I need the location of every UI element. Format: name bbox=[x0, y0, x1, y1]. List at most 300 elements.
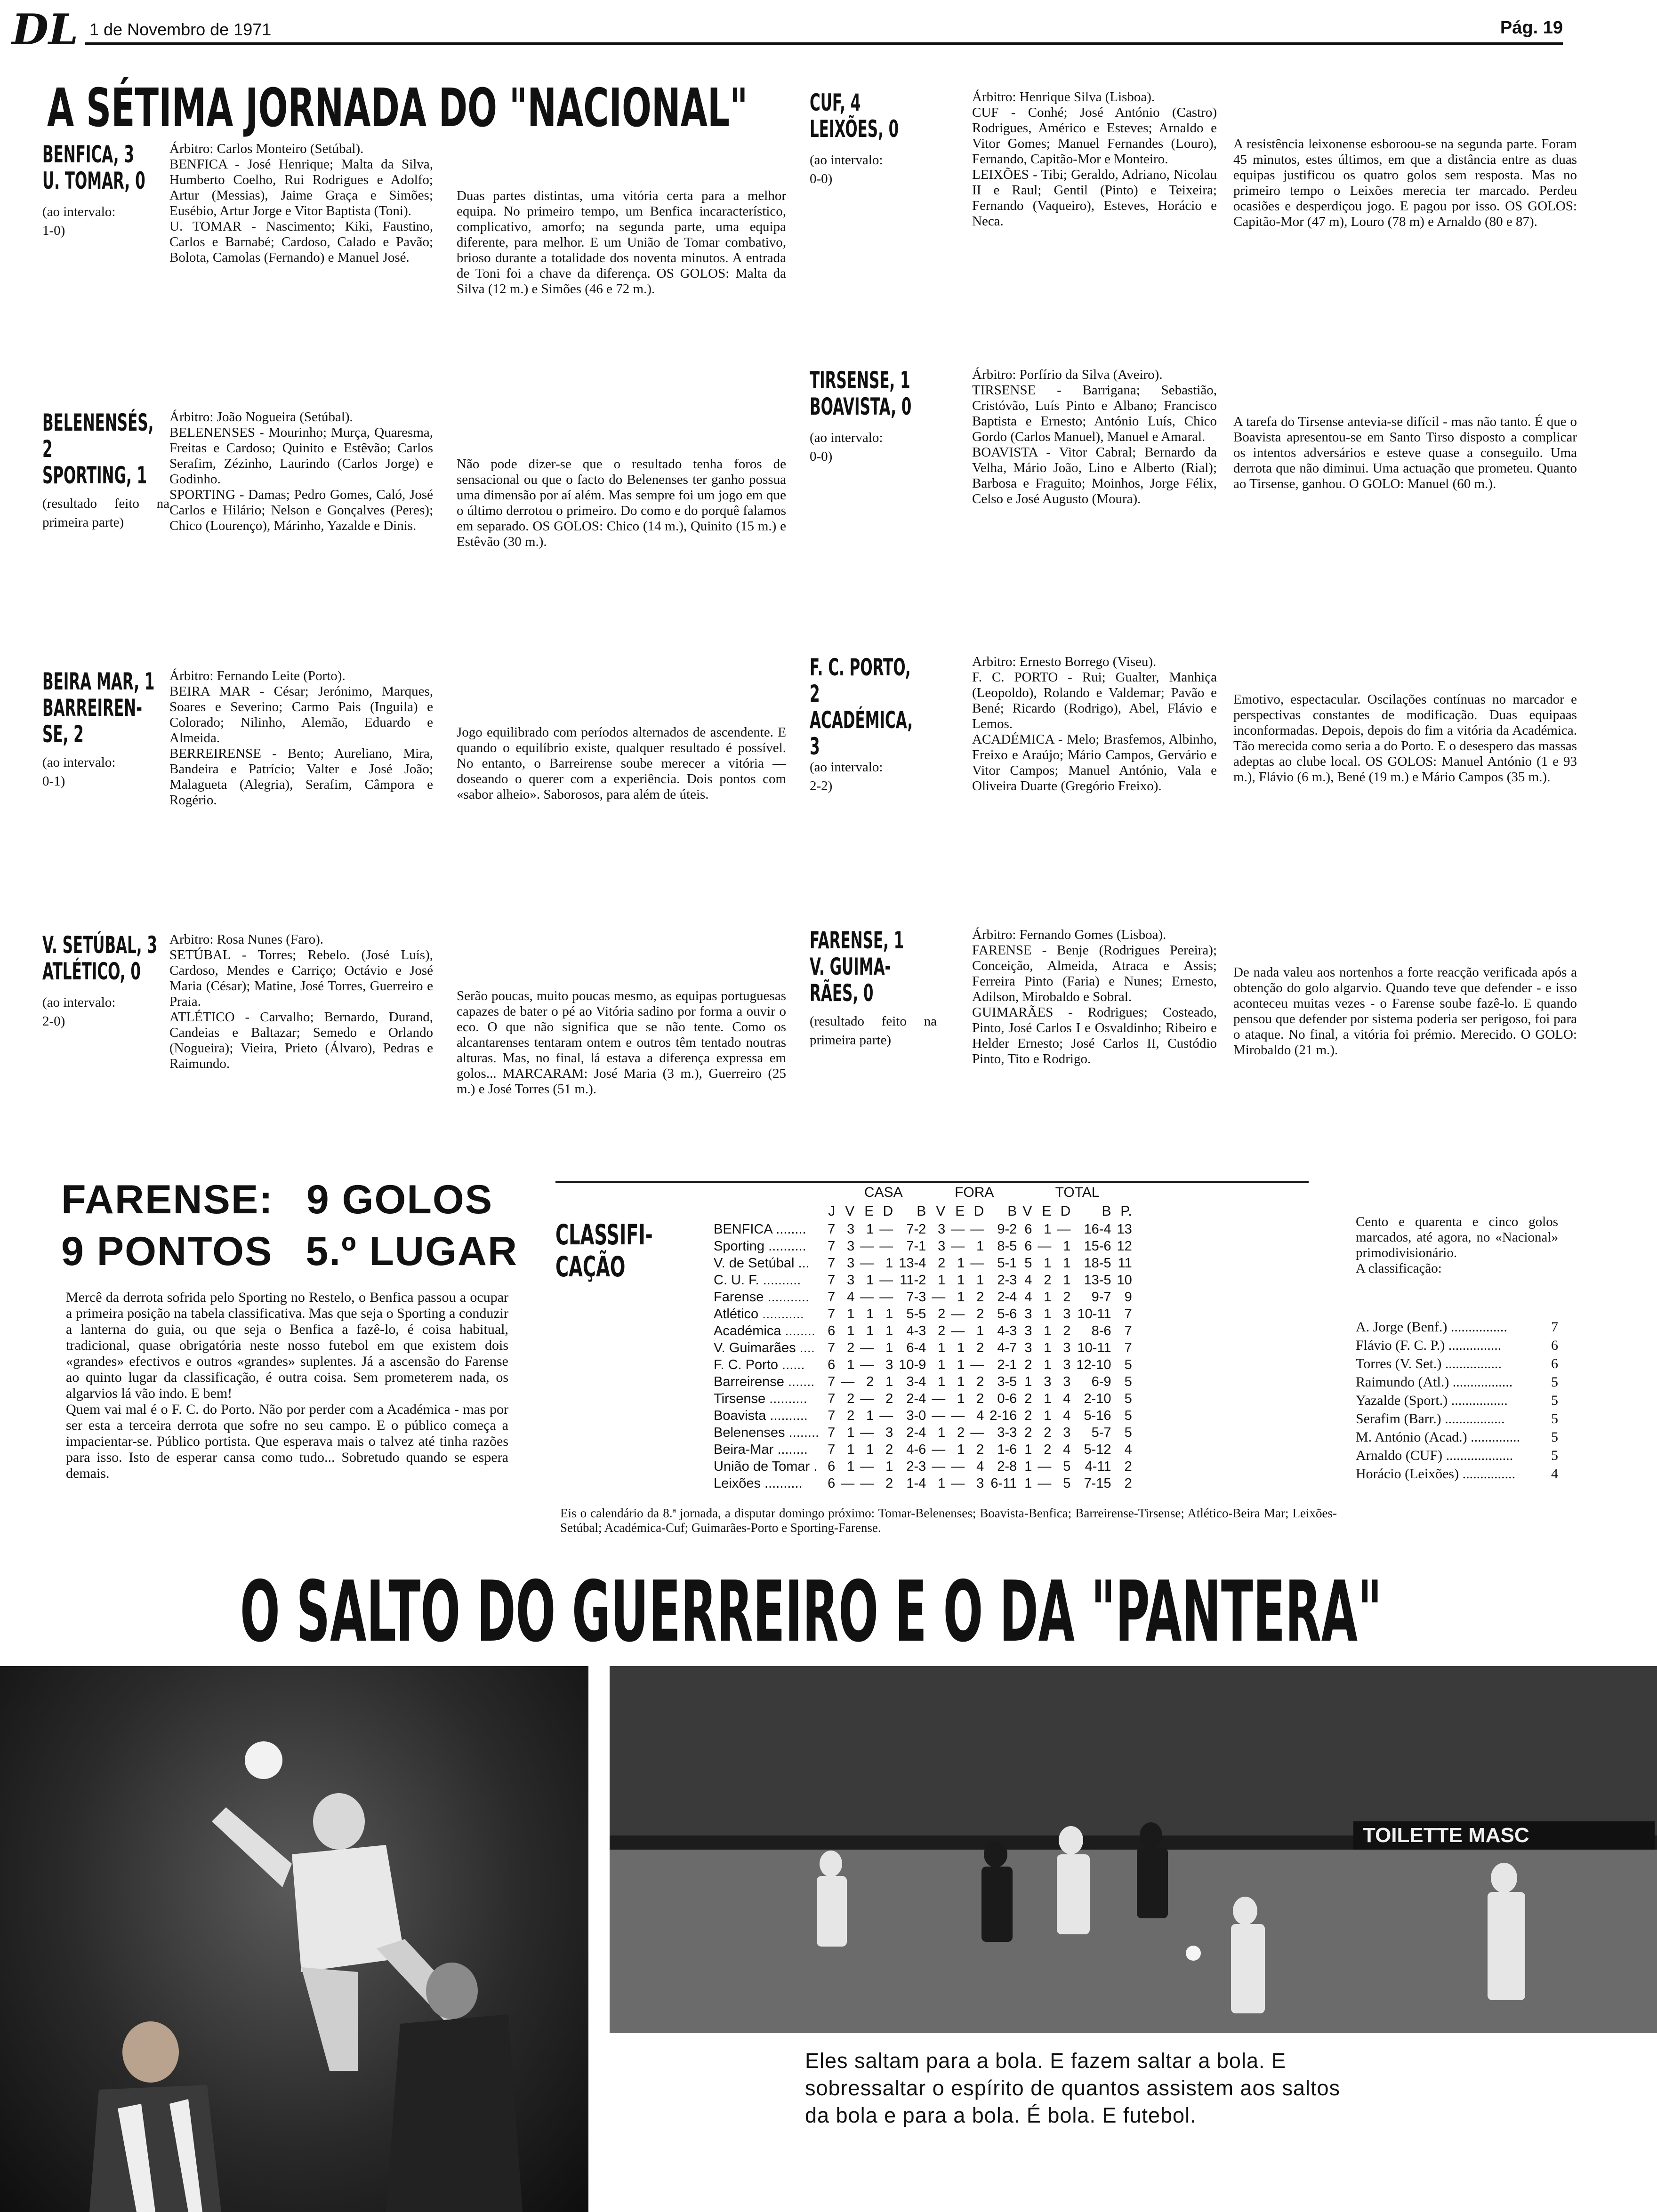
table-cell: 4-3 bbox=[997, 1323, 1017, 1338]
column-header: V bbox=[1022, 1203, 1032, 1219]
scorer-name: Raimundo (Atl.) ................. bbox=[1356, 1374, 1513, 1390]
team-name: Leixões .......... bbox=[714, 1476, 803, 1491]
table-cell: 6-4 bbox=[906, 1340, 926, 1355]
match-block-tirsense-boavista bbox=[810, 367, 1577, 621]
scorer-goals: 5 bbox=[1551, 1393, 1558, 1408]
calendar-note: Eis o calendário da 8.ª jornada, a disputar domingo próximo: Tomar-Belenenses; Boavista-Benfica; Barreirense-Tirsense; Atlético-Beira Mar; Leixões-Setúbal; Académica-Cuf; Guimarães-Porto e Sporting-Farense. bbox=[560, 1506, 1337, 1535]
table-cell: 4 bbox=[1024, 1290, 1032, 1305]
table-row bbox=[711, 1356, 1135, 1373]
table-cell: 2-8 bbox=[997, 1459, 1017, 1474]
table-cell: — bbox=[951, 1459, 965, 1474]
headline-part: FARENSE: bbox=[61, 1177, 273, 1222]
table-cell: 1 bbox=[957, 1340, 965, 1355]
column-header-row bbox=[711, 1202, 1135, 1221]
table-cell: 7-1 bbox=[906, 1239, 926, 1254]
table-cell: 3 bbox=[885, 1425, 893, 1440]
table-cell: 8-5 bbox=[997, 1239, 1017, 1254]
team-name: Belenenses ........ bbox=[714, 1425, 820, 1440]
feature-headline-line2 bbox=[61, 1228, 518, 1275]
table-cell: 5-5 bbox=[906, 1306, 926, 1322]
table-cell: 7 bbox=[828, 1256, 836, 1271]
table-row bbox=[711, 1339, 1135, 1356]
list-item bbox=[1356, 1428, 1558, 1446]
table-cell: 10-9 bbox=[899, 1357, 926, 1372]
table-cell: 4 bbox=[1063, 1442, 1071, 1457]
table-cell: 8-6 bbox=[1091, 1323, 1111, 1338]
column-header: E bbox=[864, 1203, 874, 1219]
table-cell: 6-9 bbox=[1091, 1374, 1111, 1389]
table-cell: 1 bbox=[1024, 1442, 1032, 1457]
team-name: Académica ........ bbox=[714, 1323, 815, 1338]
photo-caption: Eles saltam para a bola. E fazem saltar a bola. E sobressaltar o espírito de quantos assistem aos saltos da bola e para a bola. É bola. E futebol. bbox=[805, 2049, 1341, 2127]
table-cell: 6-11 bbox=[990, 1476, 1017, 1491]
table-cell: 18-5 bbox=[1084, 1256, 1111, 1271]
table-cell: 1 bbox=[976, 1273, 984, 1288]
table-row bbox=[711, 1272, 1135, 1289]
match-title: F. C. PORTO, 2 ACADÉMICA, 3 bbox=[810, 654, 913, 760]
table-cell: 2 bbox=[976, 1306, 984, 1322]
column-header: D bbox=[1060, 1203, 1071, 1219]
table-cell: 1 bbox=[976, 1323, 984, 1338]
column-header: E bbox=[955, 1203, 965, 1219]
match-title: TIRSENSE, 1 BOAVISTA, 0 bbox=[810, 367, 912, 420]
table-cell: 2 bbox=[847, 1340, 855, 1355]
table-cell: 4-3 bbox=[906, 1323, 926, 1338]
match-lineups: Árbitro: Porfírio da Silva (Aveiro). TIRSENSE - Barrigana; Sebastião, Cristóvão, Luís Pinto e Albano; Francisco Baptista e Ernesto; António Luís, Chico Gordo (Carlos Manuel), Manuel e Amaral. BOAVISTA - Vitor Cabral; Bernardo da Velha, Mário João, Lino e Alberto (Rial); Barbosa e Fraguito; Moinhos, Jorge Félix, Celso e José Augusto (Moura). bbox=[972, 367, 1217, 506]
column-header: V bbox=[845, 1203, 855, 1219]
table-cell: 1 bbox=[976, 1239, 984, 1254]
table-cell: 5 bbox=[1063, 1459, 1071, 1474]
scorer-name: A. Jorge (Benf.) ................ bbox=[1356, 1319, 1507, 1335]
table-cell: 1 bbox=[957, 1357, 965, 1372]
table-cell: 7 bbox=[828, 1374, 836, 1389]
team-name: Beira-Mar ........ bbox=[714, 1442, 808, 1457]
table-cell: 3 bbox=[1024, 1306, 1032, 1322]
team-name: Barreirense ....... bbox=[714, 1374, 815, 1389]
table-cell: — bbox=[970, 1357, 984, 1372]
match-block-porto-academica bbox=[810, 654, 1577, 918]
team-name: Sporting .......... bbox=[714, 1239, 806, 1254]
table-cell: — bbox=[860, 1391, 874, 1406]
table-cell: 4-7 bbox=[997, 1340, 1017, 1355]
list-item bbox=[1356, 1391, 1558, 1410]
table-cell: 4-11 bbox=[1085, 1459, 1111, 1474]
table-cell: 3 bbox=[1063, 1340, 1071, 1355]
table-row bbox=[711, 1255, 1135, 1272]
table-cell: 2 bbox=[976, 1340, 984, 1355]
table-cell: 1 bbox=[1044, 1408, 1052, 1423]
table-cell: 2 bbox=[976, 1290, 984, 1305]
match-comment: A resistência leixonense esboroou-se na segunda parte. Foram 45 minutos, estes últimos, em que a distância entre as duas equipas justificou os quatro golos sem resposta. Mas no primeiro tempo o Leixões merecia ter marcado. Perdeu ocasiões e desperdiçou jogo. E pagou por isso. OS GOLOS: Capitão-Mor (47 m), Louro (78 m) e Arnaldo (80 e 87). bbox=[1233, 136, 1577, 229]
match-title: V. SETÚBAL, 3 ATLÉTICO, 0 bbox=[42, 931, 157, 985]
table-cell: — bbox=[970, 1222, 984, 1237]
match-lineups: Árbitro: Henrique Silva (Lisboa). CUF - Conhé; José António (Castro) Rodrigues, Américo e Esteves; Arnaldo e Vitor Gomes; Manuel Fernandes (Louro), Fernando, Capitão-Mor e Monteiro. LEIXÕES - Tibi; Geraldo, Adriano, Nicolau II e Raul; Gentil (Pinto) e Teixeira; Fernando (Vaqueiro), Esteves, Horácio e Neca. bbox=[972, 89, 1217, 229]
table-cell: 1 bbox=[1024, 1476, 1032, 1491]
table-cell: — bbox=[879, 1273, 893, 1288]
team-name: F. C. Porto ...... bbox=[714, 1357, 805, 1372]
table-cell: 5-7 bbox=[1091, 1425, 1111, 1440]
table-cell: — bbox=[860, 1425, 874, 1440]
scorer-goals: 5 bbox=[1551, 1374, 1558, 1390]
table-cell: 3-4 bbox=[906, 1374, 926, 1389]
table-row bbox=[711, 1424, 1135, 1441]
table-cell: 6 bbox=[828, 1459, 836, 1474]
table-cell: 1 bbox=[885, 1256, 893, 1271]
table-cell: 3 bbox=[885, 1357, 893, 1372]
table-cell: 1 bbox=[1063, 1273, 1071, 1288]
table-cell: 2 bbox=[1063, 1323, 1071, 1338]
table-row bbox=[711, 1373, 1135, 1390]
table-cell: — bbox=[1038, 1239, 1052, 1254]
classification-label bbox=[555, 1219, 653, 1283]
match-comment: Serão poucas, muito poucas mesmo, as equipas portuguesas capazes de bater o pé ao Vitória sadino por forma a ouvir o eco. O que não significa que se não tente. Como os alcantarenses tentaram ontem e outros têm tentado noutras alturas. Mas, no final, lá estava a diferença expressa em golos... MARCARAM: José Maria (3 m.), Guerreiro (25 m.) e José Torres (51 m.). bbox=[457, 988, 786, 1097]
match-comment: A tarefa do Tirsense antevia-se difícil - mas não tanto. É que o Boavista apresentou-se em Santo Tirso disposto a complicar os intentos adversários e esteve quase a conseguilo. Uma derrota que não diminui. Uma actuação que prometeu. Quanto ao Tirsense, ganhou. O GOLO: Manuel (60 m.). bbox=[1233, 414, 1577, 491]
classification-table-wrap bbox=[711, 1183, 1135, 1492]
table-cell: 1 bbox=[957, 1290, 965, 1305]
table-cell: 4 bbox=[847, 1290, 855, 1305]
table-cell: 3 bbox=[1044, 1374, 1052, 1389]
table-cell: 7 bbox=[828, 1222, 836, 1237]
feature-text: Mercê da derrota sofrida pelo Sporting no Restelo, o Benfica passou a ocupar a primeira posição na tabela classificativa. Mas que seja o Sporting a conduzir a lanterna do guia, ou que seja o Benfica a fazê-lo, é coisa habitual, tradicional, quase obrigatória neste nosso futebol em que existem dois «grandes» efectivos e outros «grandes» suplentes. Já a ascensão do Farense ao quinto lugar da classificação, é outra coisa. Sem prometerem nada, os algarvios lá vão indo. E bem! Quem vai mal é o F. C. do Porto. Não por perder com a Académica - mas por ser esta a terceira derrota que sofre no seu campo. E o público começa a impacientar-se. Público portista. Que esperava mais o talvez até tinha razões para isso. Isto de esperar cansa como tudo... Sobretudo quando se espera demais. bbox=[66, 1290, 508, 1481]
table-cell: — bbox=[951, 1239, 965, 1254]
column-header: B bbox=[1102, 1203, 1111, 1219]
halftime-score: (ao intervalo: 2-0) bbox=[42, 995, 116, 1029]
scorer-name: Arnaldo (CUF) ................... bbox=[1356, 1448, 1513, 1463]
feature-headline-line1 bbox=[61, 1177, 493, 1223]
list-item bbox=[1356, 1373, 1558, 1391]
table-cell: 1 bbox=[1044, 1340, 1052, 1355]
table-cell: 2 bbox=[938, 1306, 946, 1322]
label-line: CLASSIFI- bbox=[555, 1218, 653, 1251]
table-cell: 5 bbox=[1063, 1476, 1071, 1491]
halftime-score: (ao intervalo: 0-1) bbox=[42, 755, 116, 789]
jumping-players-photo bbox=[0, 1666, 588, 2212]
table-cell: 7 bbox=[828, 1442, 836, 1457]
table-cell: 2 bbox=[976, 1391, 984, 1406]
table-cell: 1 bbox=[885, 1374, 893, 1389]
scorer-goals: 5 bbox=[1551, 1448, 1558, 1463]
table-cell: 1 bbox=[938, 1425, 946, 1440]
table-cell: 1 bbox=[1044, 1357, 1052, 1372]
table-cell: 3 bbox=[976, 1476, 984, 1491]
column-header: P. bbox=[1120, 1203, 1132, 1219]
match-title: FARENSE, 1 V. GUIMA- RÃES, 0 bbox=[810, 927, 904, 1007]
table-cell: — bbox=[860, 1340, 874, 1355]
table-row bbox=[711, 1441, 1135, 1458]
table-cell: 4 bbox=[1024, 1273, 1032, 1288]
table-cell: 1 bbox=[847, 1459, 855, 1474]
table-cell: 5-1 bbox=[997, 1256, 1017, 1271]
table-cell: 1 bbox=[885, 1323, 893, 1338]
table-cell: — bbox=[860, 1476, 874, 1491]
classification-body bbox=[711, 1221, 1135, 1492]
table-cell: — bbox=[1038, 1476, 1052, 1491]
table-cell: 2-3 bbox=[997, 1273, 1017, 1288]
table-cell: 1 bbox=[957, 1256, 965, 1271]
team-name: C. U. F. .......... bbox=[714, 1273, 801, 1288]
table-cell: 2 bbox=[976, 1374, 984, 1389]
table-cell: 3 bbox=[1063, 1306, 1071, 1322]
advert-banner-text: TOILETTE MASC bbox=[1363, 1824, 1529, 1847]
table-cell: 1 bbox=[847, 1442, 855, 1457]
table-cell: 7 bbox=[1124, 1323, 1132, 1338]
table-cell: 1 bbox=[938, 1374, 946, 1389]
halftime-score: (ao intervalo: 0-0) bbox=[810, 430, 883, 464]
table-cell: 7 bbox=[828, 1425, 836, 1440]
group-home: CASA bbox=[864, 1185, 903, 1200]
table-cell: 3 bbox=[938, 1239, 946, 1254]
table-cell: 2 bbox=[847, 1391, 855, 1406]
table-cell: 1 bbox=[866, 1222, 874, 1237]
table-cell: 2 bbox=[1024, 1408, 1032, 1423]
table-cell: 1 bbox=[866, 1408, 874, 1423]
table-cell: — bbox=[932, 1459, 946, 1474]
scorer-name: Flávio (F. C. P.) ............... bbox=[1356, 1338, 1502, 1353]
table-cell: 2 bbox=[885, 1476, 893, 1491]
table-cell: 1 bbox=[885, 1459, 893, 1474]
table-row bbox=[711, 1407, 1135, 1424]
table-row bbox=[711, 1289, 1135, 1306]
table-cell: 3 bbox=[847, 1239, 855, 1254]
table-cell: 6 bbox=[828, 1476, 836, 1491]
photo-headline: O SALTO DO GUERREIRO E O DA "PANTERA" bbox=[240, 1563, 1382, 1660]
table-cell: — bbox=[951, 1476, 965, 1491]
table-cell: 2 bbox=[938, 1256, 946, 1271]
table-cell: 12-10 bbox=[1076, 1357, 1111, 1372]
scorer-name: M. António (Acad.) .............. bbox=[1356, 1429, 1520, 1445]
table-cell: 2 bbox=[938, 1323, 946, 1338]
scorer-name: Torres (V. Set.) ................ bbox=[1356, 1356, 1502, 1371]
table-cell: 2 bbox=[866, 1374, 874, 1389]
photo-left bbox=[0, 1666, 588, 2212]
table-cell: 3-0 bbox=[906, 1408, 926, 1423]
table-cell: 2 bbox=[1024, 1357, 1032, 1372]
match-lineups: Arbitro: Rosa Nunes (Faro). SETÚBAL - Torres; Rebelo. (José Luís), Cardoso, Mendes e Carriço; Octávio e José Maria (César); Matine, José Torres, Guerreiro e Praia. ATLÉTICO - Carvalho; Bernardo, Durand, Candeias e Baltazar; Semedo e Orlando (Nogueira); Vieira, Prieto (Álvaro), Pedras e Raimundo. bbox=[169, 932, 433, 1071]
table-row bbox=[711, 1221, 1135, 1238]
table-cell: 2 bbox=[1063, 1290, 1071, 1305]
issue-date: 1 de Novembro de 1971 bbox=[89, 20, 272, 39]
table-cell: 1 bbox=[866, 1306, 874, 1322]
scorers-intro: Cento e quarenta e cinco golos marcados, até agora, no «Nacional» primodivisionário. A classificação: bbox=[1356, 1214, 1558, 1276]
table-cell: 7 bbox=[828, 1391, 836, 1406]
table-cell: 5 bbox=[1124, 1357, 1132, 1372]
label-line: CAÇÃO bbox=[555, 1250, 626, 1283]
table-cell: 4-6 bbox=[906, 1442, 926, 1457]
halftime-score: (ao intervalo: 0-0) bbox=[810, 152, 883, 186]
table-cell: 7-3 bbox=[906, 1290, 926, 1305]
table-cell: 5 bbox=[1124, 1425, 1132, 1440]
list-item bbox=[1356, 1410, 1558, 1428]
column-header: B bbox=[1007, 1203, 1017, 1219]
table-cell: 3-5 bbox=[997, 1374, 1017, 1389]
table-cell: 2-4 bbox=[997, 1290, 1017, 1305]
table-cell: 2-3 bbox=[906, 1459, 926, 1474]
column-header: D bbox=[973, 1203, 984, 1219]
table-cell: 1 bbox=[1044, 1391, 1052, 1406]
headline-part: 5.º LUGAR bbox=[306, 1229, 518, 1274]
table-row bbox=[711, 1458, 1135, 1475]
table-cell: 1 bbox=[938, 1357, 946, 1372]
table-cell: 11-2 bbox=[900, 1273, 926, 1288]
table-cell: 9-2 bbox=[997, 1222, 1017, 1237]
table-cell: 3 bbox=[1024, 1340, 1032, 1355]
table-cell: — bbox=[1038, 1459, 1052, 1474]
match-comment: Jogo equilibrado com períodos alternados de ascendente. E quando o equilíbrio existe, qualquer resultado é possível. No entanto, o Barreirense soube merecer a vitória — doseando o querer com a experiência. Dois pontos com «sabor alheio». Saborosos, para além de úteis. bbox=[457, 725, 786, 802]
photo-right bbox=[610, 1666, 1657, 2033]
table-cell: 2 bbox=[957, 1425, 965, 1440]
match-lineups: Árbitro: João Nogueira (Setúbal). BELENENSES - Mourinho; Murça, Quaresma, Freitas e Cardoso; Quinito e Estêvão; Carlos Serafim, Zézinho, Laurindo (Carlos Jorge) e Godinho. SPORTING - Damas; Pedro Gomes, Caló, José Carlos e Hilário; Nelson e Gonçalves (Peres); Chico (Lourenço), Márinho, Yazalde e Dinis. bbox=[169, 409, 433, 533]
table-cell: 2 bbox=[1024, 1391, 1032, 1406]
table-cell: 3 bbox=[847, 1273, 855, 1288]
table-cell: 12 bbox=[1117, 1239, 1132, 1254]
table-cell: 1 bbox=[1044, 1256, 1052, 1271]
group-header-row bbox=[711, 1183, 1135, 1202]
team-name: V. de Setúbal ... bbox=[714, 1256, 810, 1271]
match-title: CUF, 4 LEIXÕES, 0 bbox=[810, 89, 899, 143]
table-cell: — bbox=[860, 1459, 874, 1474]
table-cell: 1 bbox=[866, 1273, 874, 1288]
header-rule bbox=[85, 42, 1563, 45]
match-lineups: Árbitro: Fernando Leite (Porto). BEIRA MAR - César; Jerónimo, Marques, Soares e Severino; Carmo Pais (Inguila) e Colorado; Nilinho, Alemão, Eduardo e Almeida. BERREIRENSE - Bento; Aureliano, Mira, Bandeira e Patrício; Valter e José João; Malagueta (Alegria), Serafim, Câmpora e Rogério. bbox=[169, 668, 433, 808]
scorer-goals: 6 bbox=[1551, 1356, 1558, 1371]
table-cell: 3 bbox=[1024, 1323, 1032, 1338]
table-cell: 2 bbox=[1044, 1442, 1052, 1457]
scorer-name: Serafim (Barr.) ................. bbox=[1356, 1411, 1505, 1427]
table-cell: 2 bbox=[1124, 1459, 1132, 1474]
table-cell: — bbox=[951, 1323, 965, 1338]
table-cell: 2 bbox=[1044, 1425, 1052, 1440]
table-cell: — bbox=[879, 1290, 893, 1305]
table-cell: 6 bbox=[828, 1323, 836, 1338]
scorer-name: Horácio (Leixões) ............... bbox=[1356, 1466, 1516, 1482]
table-cell: 7-2 bbox=[906, 1222, 926, 1237]
team-name: Tirsense .......... bbox=[714, 1391, 807, 1406]
table-cell: 1 bbox=[847, 1306, 855, 1322]
column-header: J bbox=[828, 1203, 836, 1219]
match-comment: De nada valeu aos nortenhos a forte reacção verificada após a obtenção do golo algarvio. Quando teve que defender - e isso aconteceu muitas vezes - o Farense soube fazê-lo. E quando pensou que defender por sistema poderia ser perigoso, foi para o ataque. No final, a vitória foi prémio. Merecido. O GOLO: Mirobaldo (21 m.). bbox=[1233, 965, 1577, 1058]
table-cell: 1-4 bbox=[906, 1476, 926, 1491]
table-cell: 1 bbox=[1063, 1256, 1071, 1271]
match-block-beiramar-barreirense bbox=[42, 668, 786, 932]
match-title: BEIRA MAR, 1 BARREIREN- SE, 2 bbox=[42, 668, 155, 748]
list-item bbox=[1356, 1465, 1558, 1483]
table-cell: — bbox=[841, 1374, 855, 1389]
table-cell: 1 bbox=[885, 1306, 893, 1322]
team-name: Atlético ........... bbox=[714, 1306, 804, 1322]
list-item bbox=[1356, 1336, 1558, 1354]
table-cell: 13-4 bbox=[899, 1256, 926, 1271]
table-cell: 5 bbox=[1024, 1256, 1032, 1271]
table-cell: — bbox=[932, 1408, 946, 1423]
table-cell: 1 bbox=[885, 1340, 893, 1355]
table-cell: — bbox=[860, 1256, 874, 1271]
list-item bbox=[1356, 1354, 1558, 1373]
team-name: Boavista .......... bbox=[714, 1408, 808, 1423]
table-cell: 1 bbox=[1063, 1239, 1071, 1254]
table-cell: 10 bbox=[1117, 1273, 1132, 1288]
column-header: B bbox=[917, 1203, 926, 1219]
table-cell: 3 bbox=[847, 1256, 855, 1271]
table-cell: 5 bbox=[1124, 1374, 1132, 1389]
table-cell: — bbox=[970, 1256, 984, 1271]
table-cell: 5-16 bbox=[1084, 1408, 1111, 1423]
table-cell: — bbox=[932, 1442, 946, 1457]
table-cell: 1 bbox=[957, 1442, 965, 1457]
table-cell: 13-5 bbox=[1084, 1273, 1111, 1288]
table-cell: 4 bbox=[976, 1459, 984, 1474]
match-comment: Não pode dizer-se que o resultado tenha foros de sensacional ou que o facto do Belenenses ter ganho possua uma dimensão por aí além. Mas sempre foi um jogo em que o último derrotou o primeiro. Do como e do porquê falamos em separado. OS GOLOS: Chico (14 m.), Quinito (15 m.) e Estêvão (30 m.). bbox=[457, 457, 786, 549]
table-cell: 1 bbox=[866, 1323, 874, 1338]
match-lineups: Arbitro: Ernesto Borrego (Viseu). F. C. PORTO - Rui; Gualter, Manhiça (Leopoldo), Rolando e Valdemar; Pavão e Bené; Ricardo (Rodrigo), Abel, Flávio e Lemos. ACADÉMICA - Melo; Brasfemos, Albinho, Freixo e Araújo; Mário Campos, Gervário e Vitor Campos; Manuel António, Vala e Oliveira Duarte (Gregório Freixo). bbox=[972, 654, 1217, 793]
scorer-goals: 5 bbox=[1551, 1411, 1558, 1427]
table-cell: 1 bbox=[1044, 1306, 1052, 1322]
table-cell: 2 bbox=[976, 1442, 984, 1457]
table-cell: 2 bbox=[885, 1391, 893, 1406]
table-cell: 3 bbox=[1063, 1357, 1071, 1372]
match-title: BELENENSÉS, 2 SPORTING, 1 bbox=[42, 409, 154, 489]
table-cell: 7 bbox=[828, 1408, 836, 1423]
page-number: Pág. 19 bbox=[1500, 18, 1563, 38]
match-title: BENFICA, 3 U. TOMAR, 0 bbox=[42, 141, 145, 194]
stadium-match-photo bbox=[610, 1666, 1657, 2033]
table-cell: 11 bbox=[1118, 1256, 1132, 1271]
table-cell: 1 bbox=[847, 1357, 855, 1372]
table-cell: — bbox=[879, 1408, 893, 1423]
table-row bbox=[711, 1475, 1135, 1492]
table-cell: — bbox=[932, 1290, 946, 1305]
table-cell: 4 bbox=[1124, 1442, 1132, 1457]
team-name: União de Tomar . bbox=[714, 1459, 818, 1474]
table-cell: 1 bbox=[1044, 1222, 1052, 1237]
table-cell: 2 bbox=[1024, 1425, 1032, 1440]
classification-top-rule bbox=[555, 1181, 1309, 1183]
table-cell: 1 bbox=[1024, 1459, 1032, 1474]
table-cell: — bbox=[1057, 1222, 1071, 1237]
table-cell: 4 bbox=[1063, 1408, 1071, 1423]
table-cell: 3-3 bbox=[997, 1425, 1017, 1440]
table-cell: 3 bbox=[847, 1222, 855, 1237]
team-name: Farense ........... bbox=[714, 1290, 810, 1305]
table-cell: 1 bbox=[866, 1442, 874, 1457]
halftime-score: (resultado feito na primeira parte) bbox=[42, 496, 169, 530]
table-cell: 2-4 bbox=[906, 1425, 926, 1440]
scorer-goals: 4 bbox=[1551, 1466, 1558, 1482]
halftime-score: (resultado feito na primeira parte) bbox=[810, 1014, 937, 1048]
scorer-goals: 6 bbox=[1551, 1338, 1558, 1353]
table-cell: 3 bbox=[1063, 1425, 1071, 1440]
scorer-name: Yazalde (Sport.) ................ bbox=[1356, 1393, 1508, 1408]
table-cell: — bbox=[970, 1425, 984, 1440]
column-header: E bbox=[1042, 1203, 1052, 1219]
table-row bbox=[711, 1322, 1135, 1339]
table-cell: 2-4 bbox=[906, 1391, 926, 1406]
table-cell: 10-11 bbox=[1077, 1306, 1111, 1322]
table-cell: 7 bbox=[828, 1340, 836, 1355]
table-cell: — bbox=[841, 1476, 855, 1491]
match-lineups: Árbitro: Fernando Gomes (Lisboa). FARENSE - Benje (Rodrigues Pereira); Conceição, Almeida, Atraca e Assis; Ferreira Pinto (Faria) e Nunes; Ernesto, Adilson, Mirobaldo e Sobral. GUIMARÃES - Rodrigues; Costeado, Pinto, José Carlos I e Osvaldinho; Ribeiro e Helder Ernesto; José Carlos II, Custódio Pinto, Tito e Rodrigo. bbox=[972, 927, 1217, 1066]
list-item bbox=[1356, 1446, 1558, 1465]
match-block-setubal-atletico bbox=[42, 932, 786, 1195]
table-cell: 1 bbox=[938, 1340, 946, 1355]
match-block-farense-guimaraes bbox=[810, 927, 1577, 1191]
column-header: D bbox=[883, 1203, 893, 1219]
table-cell: 7 bbox=[828, 1273, 836, 1288]
match-comment: Emotivo, espectacular. Oscilações contínuas no marcador e perspectivas constantes de modificação. Duas equipaas inconformadas. Depois, depois do fim a vitória da Académica. Tão merecida como seria a do Porto. E o desespero das massas adeptas ao clube local. OS GOLOS: Manuel António (1 e 93 m.), Flávio (6 m.), Bené (19 m.) e Mário Campos (35 m.). bbox=[1233, 692, 1577, 785]
table-cell: 1-6 bbox=[997, 1442, 1017, 1457]
table-cell: 7-15 bbox=[1084, 1476, 1111, 1491]
table-cell: 0-6 bbox=[997, 1391, 1017, 1406]
table-cell: — bbox=[879, 1239, 893, 1254]
